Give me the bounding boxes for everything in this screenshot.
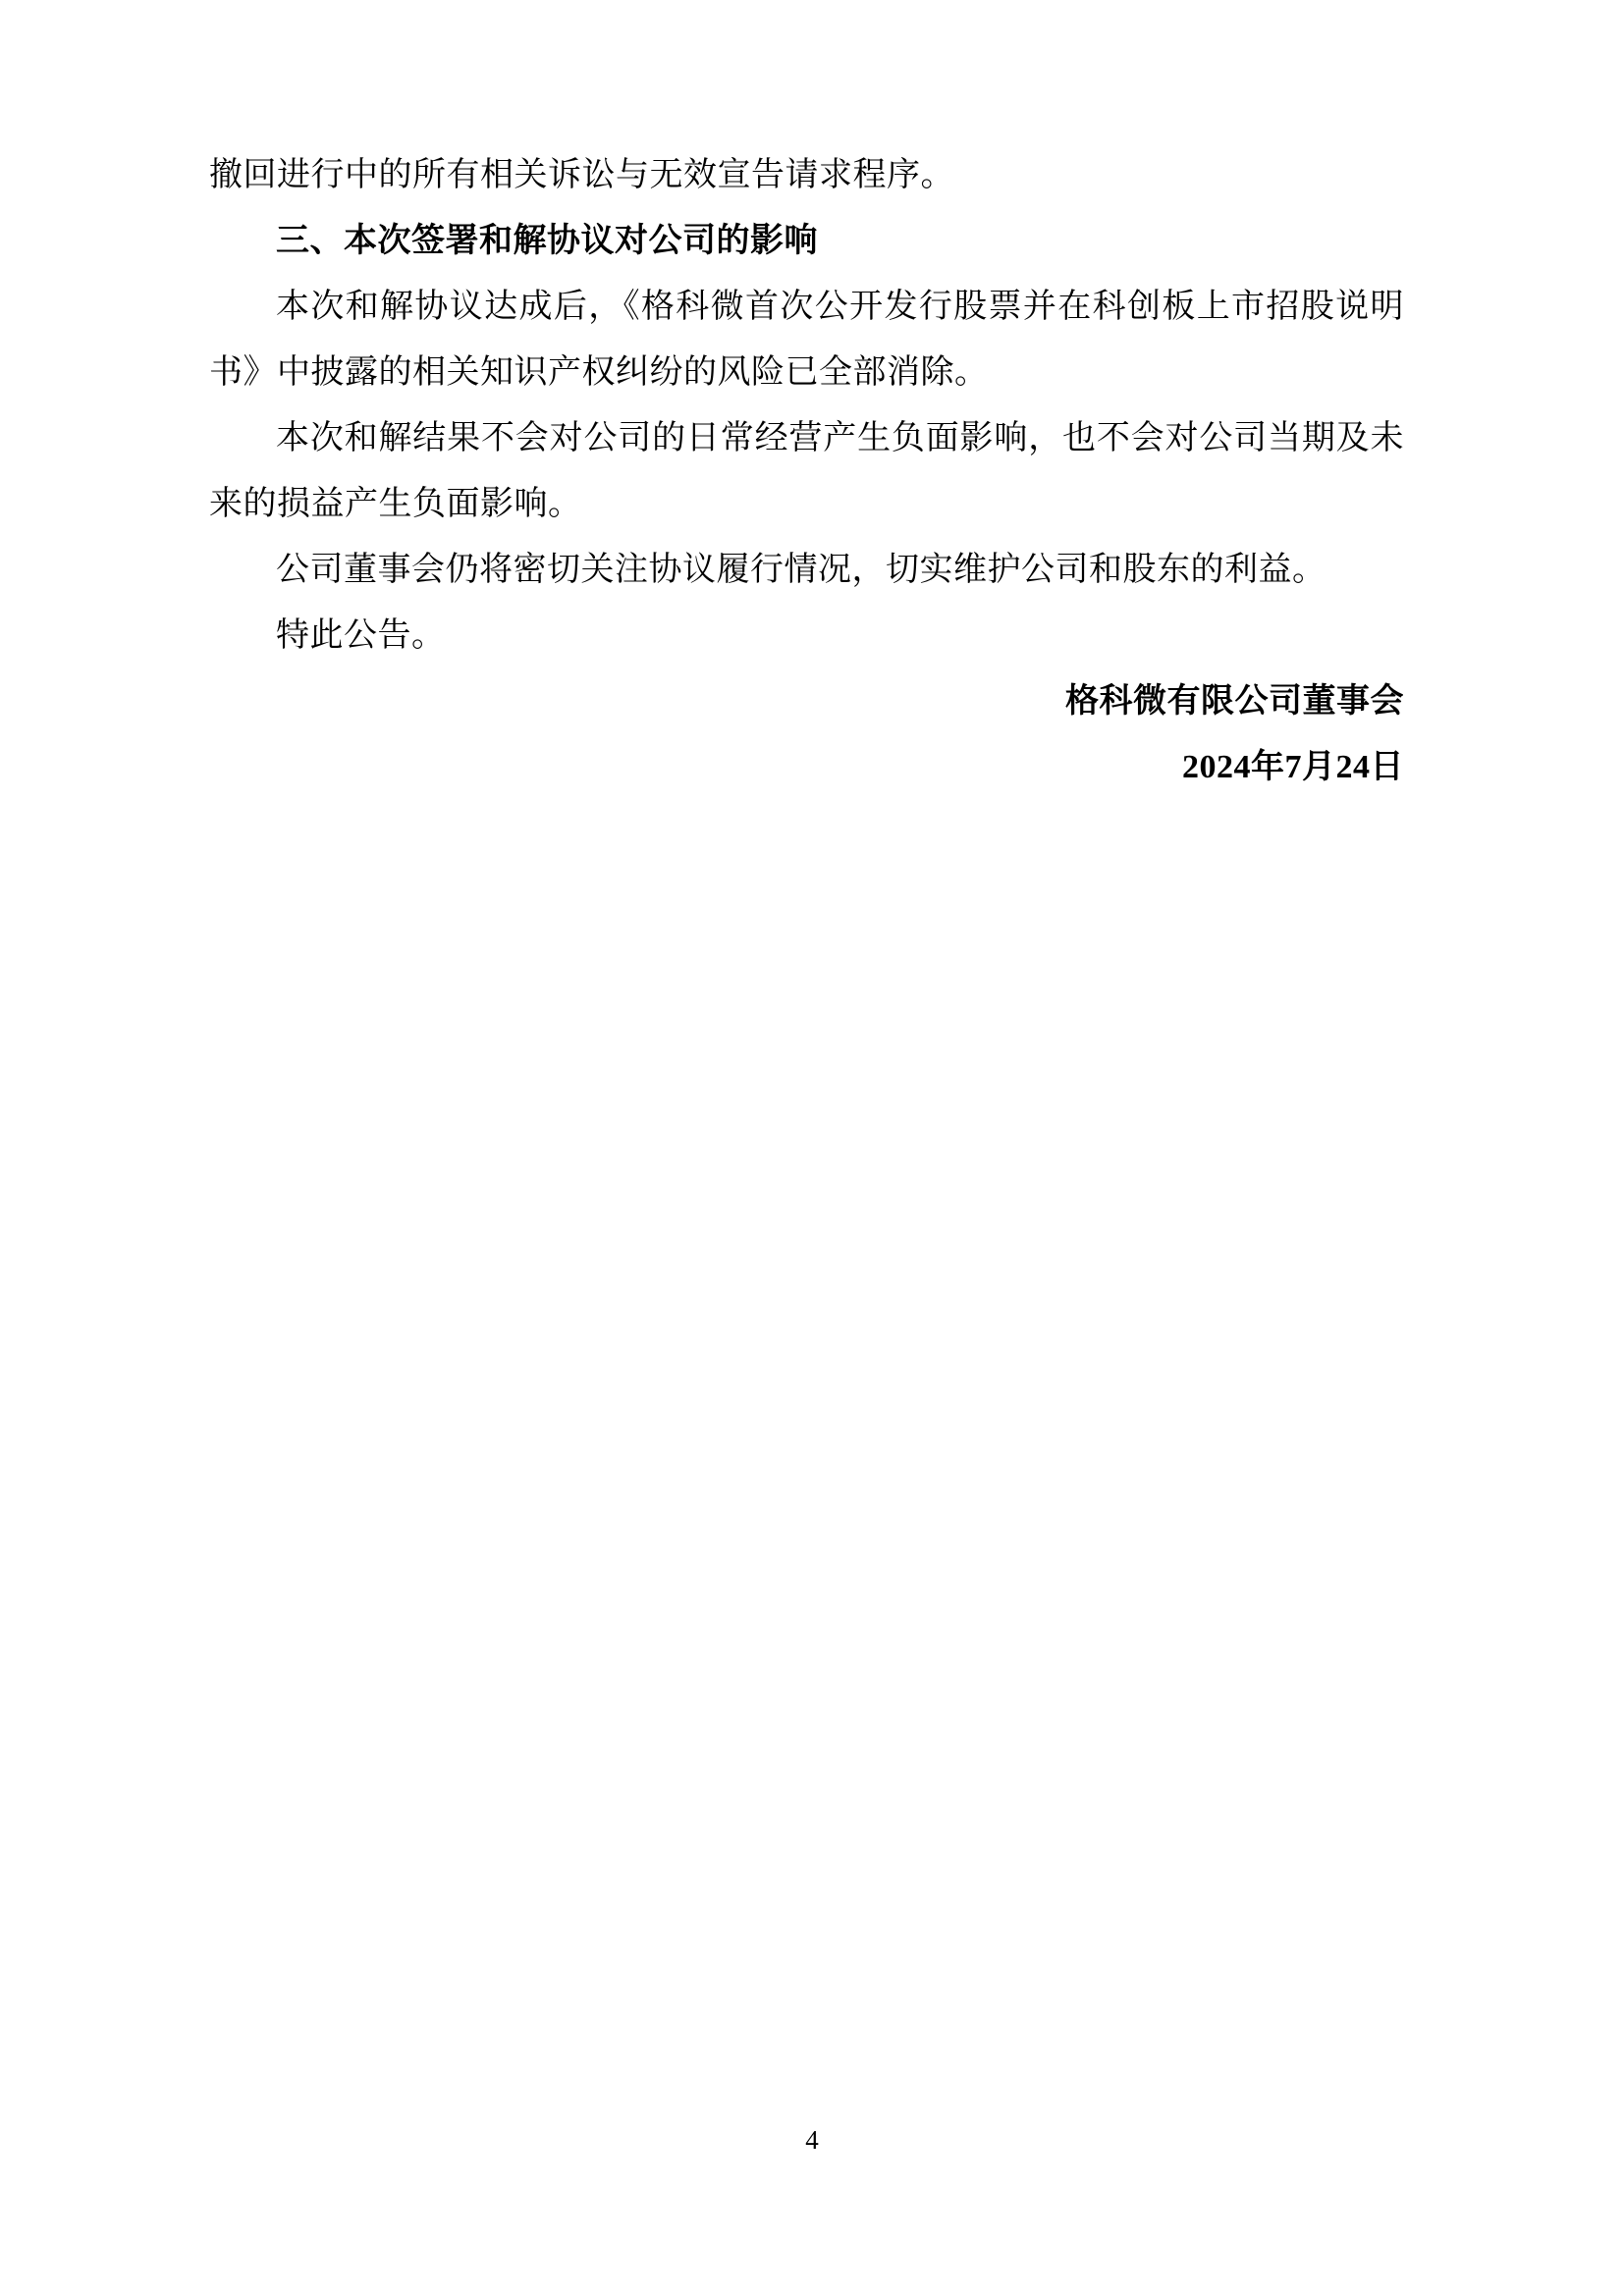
paragraph-3: 公司董事会仍将密切关注协议履行情况，切实维护公司和股东的利益。 <box>276 552 1326 588</box>
announcement-date: 2024年7月24日 <box>1182 749 1404 785</box>
document-body <box>209 142 1404 800</box>
paragraph-2: 本次和解结果不会对公司的日常经营产生负面影响，也不会对公司当期及未来的损益产生负面影响。 <box>209 420 1404 522</box>
closing-statement: 特此公告。 <box>276 617 446 654</box>
paragraph-1: 本次和解协议达成后，《格科微首次公开发行股票并在科创板上市招股说明书》中披露的相关知识产权纠纷的风险已全部消除。 <box>209 289 1404 391</box>
signature-board: 格科微有限公司董事会 <box>1065 683 1404 720</box>
continuation-paragraph: 撤回进行中的所有相关诉讼与无效宣告请求程序。 <box>209 157 954 193</box>
section-heading: 三、本次签署和解协议对公司的影响 <box>276 223 818 259</box>
page-number: 4 <box>805 2125 819 2155</box>
